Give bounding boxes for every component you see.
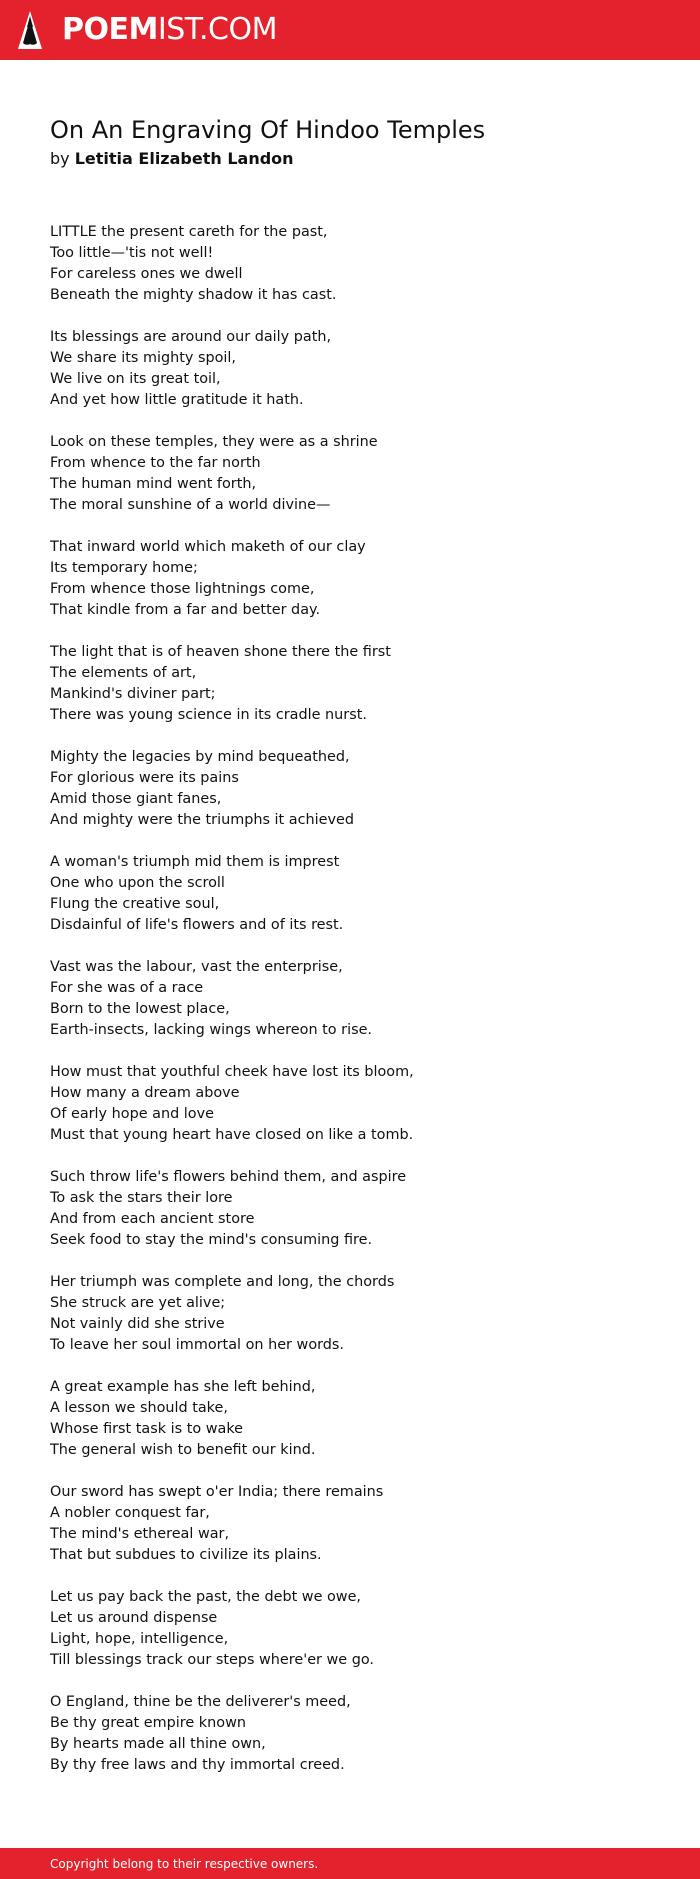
site-footer <box>0 1848 700 1879</box>
poem-line: Flung the creative soul, <box>50 896 220 912</box>
poem-content <box>50 114 650 1797</box>
poem-line: LITTLE the present careth for the past, <box>50 224 328 240</box>
poem-line: And yet how little gratitude it hath. <box>50 392 304 408</box>
poem-line: A great example has she left behind, <box>50 1379 316 1395</box>
poem-line: The general wish to benefit our kind. <box>50 1442 316 1458</box>
poem-line: Mighty the legacies by mind bequeathed, <box>50 749 350 765</box>
poem-line: Beneath the mighty shadow it has cast. <box>50 287 337 303</box>
logo-light-text: IST.COM <box>157 12 277 47</box>
poem-stanza <box>50 642 650 726</box>
poem-line: A woman's triumph mid them is imprest <box>50 854 340 870</box>
poem-line: She struck are yet alive; <box>50 1295 226 1311</box>
poem-line: Earth-insects, lacking wings whereon to rise. <box>50 1022 372 1038</box>
poem-stanza <box>50 1482 650 1566</box>
poem-line: Too little—'tis not well! <box>50 245 214 261</box>
poem-line: Look on these temples, they were as a shrine <box>50 434 378 450</box>
poem-line: That but subdues to civilize its plains. <box>50 1547 322 1563</box>
poem-stanza <box>50 327 650 411</box>
poem-line: Be thy great empire known <box>50 1715 246 1731</box>
poem-line: Its temporary home; <box>50 560 198 576</box>
poem-line: O England, thine be the deliverer's meed, <box>50 1694 351 1710</box>
poem-line: A lesson we should take, <box>50 1400 228 1416</box>
poem-line: The human mind went forth, <box>50 476 257 492</box>
poem-line: Let us around dispense <box>50 1610 218 1626</box>
by-label: by <box>50 149 70 168</box>
poem-line: By thy free laws and thy immortal creed. <box>50 1757 345 1773</box>
poem-stanza <box>50 1272 650 1356</box>
poem-line: The light that is of heaven shone there the first <box>50 644 391 660</box>
poem-line: To ask the stars their lore <box>50 1190 233 1206</box>
poem-line: Of early hope and love <box>50 1106 214 1122</box>
poem-line: Such throw life's flowers behind them, and aspire <box>50 1169 407 1185</box>
poem-line: Must that young heart have closed on like a tomb. <box>50 1127 414 1143</box>
poem-line: That inward world which maketh of our clay <box>50 539 366 555</box>
poem-line: And mighty were the triumphs it achieved <box>50 812 354 828</box>
poem-stanza <box>50 1167 650 1251</box>
poem-stanza <box>50 747 650 831</box>
poem-line: Till blessings track our steps where'er we go. <box>50 1652 374 1668</box>
poem-line: For careless ones we dwell <box>50 266 243 282</box>
site-logo[interactable] <box>62 11 277 49</box>
poem-line: We share its mighty spoil, <box>50 350 237 366</box>
logo-bold-text: POEM <box>62 12 158 47</box>
poem-stanza <box>50 1062 650 1146</box>
poem-byline <box>50 146 650 172</box>
poem-line: Disdainful of life's flowers and of its rest. <box>50 917 344 933</box>
poem-line: Born to the lowest place, <box>50 1001 230 1017</box>
poem-stanza <box>50 432 650 516</box>
poem-stanza <box>50 957 650 1041</box>
poem-line: We live on its great toil, <box>50 371 221 387</box>
poem-stanza <box>50 1587 650 1671</box>
poem-line: Her triumph was complete and long, the chords <box>50 1274 395 1290</box>
poem-line: There was young science in its cradle nurst. <box>50 707 367 723</box>
poem-line: Amid those giant fanes, <box>50 791 222 807</box>
pencil-tip-icon[interactable] <box>17 10 43 50</box>
poem-title: On An Engraving Of Hindoo Temples <box>50 116 486 144</box>
poem-line: A nobler conquest far, <box>50 1505 210 1521</box>
poem-line: Let us pay back the past, the debt we owe, <box>50 1589 362 1605</box>
poem-line: From whence to the far north <box>50 455 261 471</box>
poem-line: Not vainly did she strive <box>50 1316 225 1332</box>
poem-stanza <box>50 1377 650 1461</box>
poem-line: Our sword has swept o'er India; there remains <box>50 1484 384 1500</box>
poem-line: Its blessings are around our daily path, <box>50 329 332 345</box>
poem-line: Light, hope, intelligence, <box>50 1631 229 1647</box>
poem-stanza <box>50 1692 650 1776</box>
poem-stanza <box>50 222 650 306</box>
poem-line: And from each ancient store <box>50 1211 255 1227</box>
poem-line: How must that youthful cheek have lost its bloom, <box>50 1064 414 1080</box>
poem-line: The moral sunshine of a world divine— <box>50 497 331 513</box>
poem-stanza <box>50 537 650 621</box>
poem-line: Vast was the labour, vast the enterprise, <box>50 959 343 975</box>
poem-line: The mind's ethereal war, <box>50 1526 230 1542</box>
copyright-text: Copyright belong to their respective owners. <box>50 1857 319 1871</box>
poem-line: The elements of art, <box>50 665 197 681</box>
site-header <box>0 0 700 60</box>
poem-body <box>50 222 650 1776</box>
poem-author: Letitia Elizabeth Landon <box>74 149 294 168</box>
poem-line: That kindle from a far and better day. <box>50 602 321 618</box>
poem-line: By hearts made all thine own, <box>50 1736 266 1752</box>
poem-line: Seek food to stay the mind's consuming fire. <box>50 1232 373 1248</box>
poem-line: Mankind's diviner part; <box>50 686 216 702</box>
poem-line: From whence those lightnings come, <box>50 581 315 597</box>
poem-line: How many a dream above <box>50 1085 240 1101</box>
poem-line: For she was of a race <box>50 980 204 996</box>
poem-stanza <box>50 852 650 936</box>
poem-line: One who upon the scroll <box>50 875 225 891</box>
poem-line: To leave her soul immortal on her words. <box>50 1337 344 1353</box>
poem-line: For glorious were its pains <box>50 770 239 786</box>
poem-line: Whose first task is to wake <box>50 1421 243 1437</box>
